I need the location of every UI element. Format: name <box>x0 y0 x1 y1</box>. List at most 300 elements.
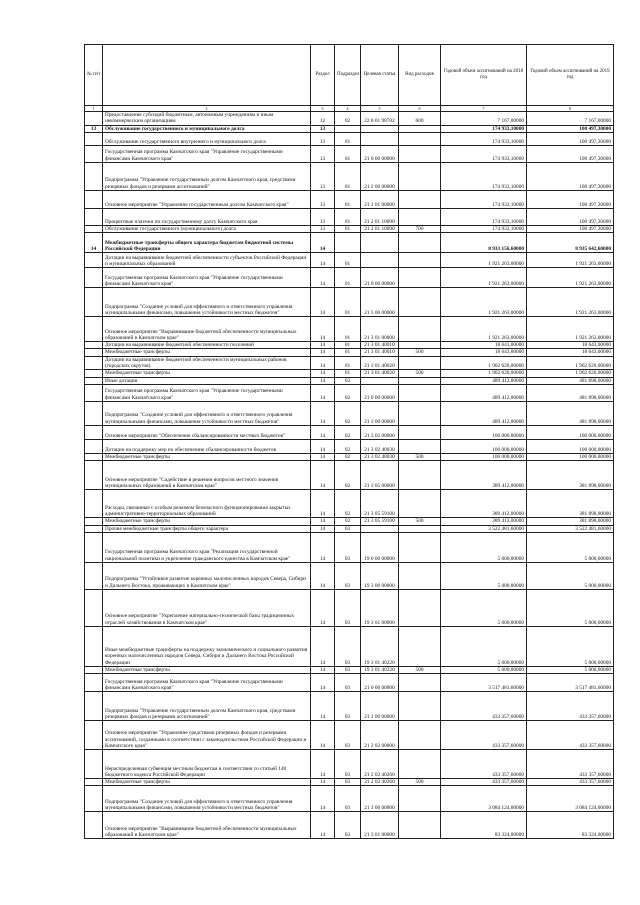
row-number <box>85 253 103 268</box>
row-target: 21 3 05 59100 <box>361 518 399 525</box>
row-number <box>85 162 103 190</box>
row-section: 13 <box>311 125 335 132</box>
row-amount-2019: 7 167,00000 <box>527 112 614 126</box>
row-name: Государственная программа Камчатского края "Реализация государственной национальной политики и укрепление гражданского единства в Камчатском крае" <box>103 532 311 562</box>
row-type <box>399 425 441 439</box>
row-number <box>85 562 103 589</box>
row-type <box>399 384 441 401</box>
row-number <box>85 692 103 721</box>
row-section: 14 <box>311 490 335 518</box>
row-amount-2018: 5 000,00000 <box>441 666 527 673</box>
row-amount-2018: 8 933 156,60000 <box>441 233 527 253</box>
header-type: Вид расходов <box>399 45 441 106</box>
table-row <box>85 721 614 750</box>
row-section: 14 <box>311 317 335 342</box>
table-row <box>85 233 614 253</box>
row-target: 21 2 02 40260 <box>361 779 399 786</box>
table-row <box>85 132 614 145</box>
row-subsection: 01 <box>335 253 361 268</box>
row-name: Межбюджетные трансферты <box>103 370 311 377</box>
table-row <box>85 356 614 370</box>
row-name: Обслуживание государственного (муниципального) долга <box>103 225 311 232</box>
row-target <box>361 132 399 145</box>
row-type <box>399 674 441 692</box>
row-target: 21 0 00 00000 <box>361 145 399 162</box>
row-name: Основное мероприятие "Выравнивание бюджетной обеспеченности муниципальных образований в Камчатском крае" <box>103 317 311 342</box>
row-amount-2019: 100 497,30000 <box>527 145 614 162</box>
row-number <box>85 317 103 342</box>
row-subsection: 03 <box>335 525 361 532</box>
row-amount-2019: 1 902 620,00000 <box>527 370 614 377</box>
row-amount-2019: 433 357,60000 <box>527 779 614 786</box>
table-row <box>85 349 614 356</box>
row-section: 14 <box>311 532 335 562</box>
col-number: 5 <box>361 106 399 112</box>
row-number <box>85 225 103 232</box>
row-amount-2019: 481 898,00000 <box>527 377 614 384</box>
row-name: Межбюджетные трансферты <box>103 453 311 460</box>
row-section: 14 <box>311 401 335 425</box>
row-amount-2019: 3 517 481,60000 <box>527 674 614 692</box>
row-amount-2019: 1 921 263,00000 <box>527 268 614 288</box>
row-subsection: 01 <box>335 190 361 208</box>
row-amount-2019: 1 902 620,00000 <box>527 356 614 370</box>
row-type <box>399 812 441 839</box>
row-subsection: 02 <box>335 453 361 460</box>
row-number <box>85 288 103 317</box>
row-type <box>399 490 441 518</box>
row-target: 22 0 01 98702 <box>361 112 399 126</box>
row-number <box>85 666 103 673</box>
row-target: 19 3 01 40220 <box>361 666 399 673</box>
row-name: Процентные платежи по государственному долгу Камчатского края <box>103 208 311 225</box>
row-section: 14 <box>311 453 335 460</box>
row-section: 13 <box>311 208 335 225</box>
row-section: 13 <box>311 190 335 208</box>
row-amount-2019: 5 000,00000 <box>527 589 614 626</box>
table-row <box>85 439 614 453</box>
row-type <box>399 233 441 253</box>
table-row <box>85 562 614 589</box>
row-amount-2018: 433 357,60000 <box>441 692 527 721</box>
row-name: Дотации на поддержку мер по обеспечению сбалансированности бюджетов <box>103 439 311 453</box>
row-name: Межбюджетные трансферты общего характера бюджетам бюджетной системы Российской Федерации <box>103 233 311 253</box>
row-amount-2018: 1 921 263,00000 <box>441 317 527 342</box>
table-row <box>85 750 614 779</box>
row-amount-2018: 1 921 263,00000 <box>441 253 527 268</box>
row-amount-2018: 174 933,10000 <box>441 190 527 208</box>
row-target <box>361 253 399 268</box>
table-header-row <box>85 45 614 106</box>
row-number <box>85 190 103 208</box>
row-number <box>85 439 103 453</box>
table-row <box>85 425 614 439</box>
row-section: 14 <box>311 384 335 401</box>
row-type <box>399 786 441 812</box>
row-amount-2018: 5 000,00000 <box>441 532 527 562</box>
table-row <box>85 626 614 666</box>
row-number <box>85 532 103 562</box>
row-type <box>399 342 441 349</box>
row-amount-2018: 83 324,00000 <box>441 812 527 839</box>
table-row <box>85 288 614 317</box>
row-name: Основное мероприятие "Обеспечение сбалансированности местных бюджетов" <box>103 425 311 439</box>
row-subsection: 02 <box>335 112 361 126</box>
row-subsection: 01 <box>335 208 361 225</box>
row-type: 500 <box>399 666 441 673</box>
table-row <box>85 779 614 786</box>
row-name: Расходы, связанные с особым режимом безопасного функционирования закрытых административно-территориальных образований <box>103 490 311 518</box>
row-type <box>399 145 441 162</box>
row-amount-2018: 1 921 263,00000 <box>441 268 527 288</box>
row-type: 500 <box>399 779 441 786</box>
row-name: Подпрограмма "Управление государственным долгом Камчатского края, средствами резервных фондов и резервами ассигнований" <box>103 692 311 721</box>
row-type <box>399 721 441 750</box>
row-type <box>399 253 441 268</box>
row-number <box>85 786 103 812</box>
row-number <box>85 145 103 162</box>
row-name: Основное мероприятие "Содействие в решении вопросов местного значения муниципальных образований в Камчатском крае" <box>103 461 311 490</box>
row-type <box>399 268 441 288</box>
row-amount-2019: 433 357,60000 <box>527 721 614 750</box>
row-amount-2018: 174 933,10000 <box>441 125 527 132</box>
row-number <box>85 589 103 626</box>
row-type: 700 <box>399 225 441 232</box>
row-target <box>361 525 399 532</box>
row-section: 14 <box>311 518 335 525</box>
row-amount-2018: 3 522 481,60000 <box>441 525 527 532</box>
row-subsection: 01 <box>335 317 361 342</box>
row-amount-2019: 100 000,00000 <box>527 453 614 460</box>
row-name: Основное мероприятие "Управление средствами резервных фондов и резервами ассигнований, созданными в соответствии с законодательством Российской Федерации и Камчатского края" <box>103 721 311 750</box>
row-amount-2019: 381 898,00000 <box>527 518 614 525</box>
row-section: 13 <box>311 132 335 145</box>
table-row <box>85 162 614 190</box>
row-name: Межбюджетные трансферты <box>103 518 311 525</box>
header-target: Целевая статья <box>361 45 399 106</box>
header-no: № п/п <box>85 45 103 106</box>
row-amount-2019: 100 497,30000 <box>527 125 614 132</box>
row-name: Дотации на выравнивание бюджетной обеспеченности поселений <box>103 342 311 349</box>
row-target: 21 2 00 00000 <box>361 692 399 721</box>
table-row <box>85 812 614 839</box>
row-number <box>85 721 103 750</box>
row-name: Обслуживание государственного и муниципального долга <box>103 125 311 132</box>
row-section: 13 <box>311 225 335 232</box>
table-body <box>85 112 614 839</box>
row-subsection: 02 <box>335 439 361 453</box>
row-section: 14 <box>311 750 335 779</box>
row-name: Государственная программа Камчатского края "Управление государственными финансами Камчатского края" <box>103 145 311 162</box>
row-amount-2018: 3 517 481,60000 <box>441 674 527 692</box>
row-target: 19 3 00 00000 <box>361 562 399 589</box>
row-number <box>85 518 103 525</box>
row-amount-2018: 5 000,00000 <box>441 562 527 589</box>
row-amount-2019: 100 000,00000 <box>527 439 614 453</box>
row-name: Основное мероприятие "Управление государственным долгом Камчатского края" <box>103 190 311 208</box>
row-number <box>85 356 103 370</box>
row-target: 21 3 01 40020 <box>361 356 399 370</box>
row-amount-2018: 174 933,10000 <box>441 145 527 162</box>
row-subsection: 03 <box>335 779 361 786</box>
table-row <box>85 253 614 268</box>
row-type <box>399 525 441 532</box>
row-type: 500 <box>399 518 441 525</box>
row-subsection: 01 <box>335 145 361 162</box>
table-row <box>85 525 614 532</box>
row-target: 21 3 05 00000 <box>361 461 399 490</box>
row-section: 14 <box>311 233 335 253</box>
row-type <box>399 288 441 317</box>
row-target <box>361 125 399 132</box>
row-amount-2019: 5 000,00000 <box>527 562 614 589</box>
row-name: Подпрограмма "Управление государственным долгом Камчатского края, средствами резервных фондов и резервами ассигнований" <box>103 162 311 190</box>
row-amount-2019: 481 898,00000 <box>527 401 614 425</box>
header-2019: Годовой объем ассигнований на 2019 год <box>527 45 614 106</box>
row-amount-2019: 8 935 642,60000 <box>527 233 614 253</box>
row-subsection: 03 <box>335 721 361 750</box>
col-number: 6 <box>399 106 441 112</box>
row-section: 14 <box>311 377 335 384</box>
row-number <box>85 342 103 349</box>
row-subsection: 01 <box>335 342 361 349</box>
row-target: 21 0 00 00000 <box>361 268 399 288</box>
row-section: 14 <box>311 439 335 453</box>
row-section: 13 <box>311 145 335 162</box>
table-row <box>85 268 614 288</box>
header-name <box>103 45 311 106</box>
col-number: 4 <box>335 106 361 112</box>
row-type <box>399 125 441 132</box>
table-row <box>85 125 614 132</box>
row-type <box>399 401 441 425</box>
row-amount-2019: 83 324,00000 <box>527 812 614 839</box>
table-row <box>85 384 614 401</box>
row-target: 21 3 05 59100 <box>361 490 399 518</box>
row-type <box>399 532 441 562</box>
row-number <box>85 370 103 377</box>
row-amount-2018: 174 933,10000 <box>441 162 527 190</box>
row-amount-2018: 489 412,00000 <box>441 377 527 384</box>
row-subsection: 02 <box>335 425 361 439</box>
row-section: 14 <box>311 356 335 370</box>
row-amount-2019: 381 898,00000 <box>527 461 614 490</box>
row-name: Основное мероприятие "Выравнивание бюджетной обеспеченности муниципальных образований в Камчатском крае" <box>103 812 311 839</box>
row-amount-2019: 433 357,60000 <box>527 692 614 721</box>
row-subsection: 02 <box>335 518 361 525</box>
row-subsection: 03 <box>335 532 361 562</box>
row-amount-2019: 1 921 263,00000 <box>527 317 614 342</box>
row-amount-2018: 3 084 124,00000 <box>441 786 527 812</box>
col-number: 2 <box>103 106 311 112</box>
row-amount-2019: 1 921 263,00000 <box>527 253 614 268</box>
budget-table <box>84 44 614 839</box>
row-number <box>85 384 103 401</box>
row-type <box>399 439 441 453</box>
row-section: 14 <box>311 288 335 317</box>
row-section: 12 <box>311 112 335 126</box>
row-amount-2018: 389 412,00000 <box>441 461 527 490</box>
row-target: 21 2 01 10090 <box>361 225 399 232</box>
row-target: 21 3 01 00000 <box>361 317 399 342</box>
row-amount-2019: 1 921 263,00000 <box>527 288 614 317</box>
row-target <box>361 377 399 384</box>
row-number <box>85 112 103 126</box>
row-type <box>399 589 441 626</box>
row-amount-2018: 174 933,10000 <box>441 208 527 225</box>
row-type <box>399 377 441 384</box>
row-section: 14 <box>311 779 335 786</box>
row-number <box>85 525 103 532</box>
row-section: 14 <box>311 268 335 288</box>
row-type <box>399 562 441 589</box>
row-amount-2019: 100 497,30000 <box>527 162 614 190</box>
table-row <box>85 377 614 384</box>
row-section: 14 <box>311 674 335 692</box>
row-subsection: 01 <box>335 268 361 288</box>
row-number <box>85 377 103 384</box>
row-subsection: 03 <box>335 750 361 779</box>
row-target <box>361 233 399 253</box>
table-row <box>85 317 614 342</box>
row-amount-2018: 174 933,10000 <box>441 225 527 232</box>
row-number <box>85 812 103 839</box>
row-target: 21 3 01 40010 <box>361 342 399 349</box>
col-number: 3 <box>311 106 335 112</box>
row-number: 14 <box>85 233 103 253</box>
row-number <box>85 490 103 518</box>
header-section: Раздел <box>311 45 335 106</box>
row-type <box>399 132 441 145</box>
row-name: Дотации на выравнивание бюджетной обеспеченности субъектов Российской Федерации и муниципальных образований <box>103 253 311 268</box>
row-name: Основное мероприятие "Укрепление материально-технической базы традиционных отраслей хозяйствования в Камчатском крае" <box>103 589 311 626</box>
row-section: 14 <box>311 626 335 666</box>
row-section: 14 <box>311 721 335 750</box>
row-type <box>399 461 441 490</box>
row-name: Подпрограмма "Создание условий для эффективного и ответственного управления муниципальными финансами, повышения устойчивости местных бюджетов" <box>103 288 311 317</box>
row-amount-2018: 18 643,00000 <box>441 349 527 356</box>
table-row <box>85 461 614 490</box>
row-target: 21 2 01 00000 <box>361 190 399 208</box>
header-2018: Годовой объем ассигнований на 2018 год <box>441 45 527 106</box>
row-number <box>85 626 103 666</box>
row-number <box>85 461 103 490</box>
row-target: 19 3 01 40220 <box>361 626 399 666</box>
row-section: 14 <box>311 253 335 268</box>
row-subsection: 01 <box>335 132 361 145</box>
row-target: 21 2 01 10090 <box>361 208 399 225</box>
row-subsection: 03 <box>335 786 361 812</box>
row-subsection: 02 <box>335 401 361 425</box>
table-row <box>85 518 614 525</box>
row-name: Иные дотации <box>103 377 311 384</box>
table-row <box>85 692 614 721</box>
row-type <box>399 692 441 721</box>
row-target: 21 3 01 00000 <box>361 812 399 839</box>
row-section: 14 <box>311 370 335 377</box>
row-section: 14 <box>311 425 335 439</box>
row-amount-2018: 489 412,00000 <box>441 384 527 401</box>
col-number: 1 <box>85 106 103 112</box>
row-number <box>85 750 103 779</box>
row-section: 14 <box>311 589 335 626</box>
row-section: 14 <box>311 786 335 812</box>
row-amount-2019: 3 084 124,00000 <box>527 786 614 812</box>
row-amount-2019: 18 643,00000 <box>527 349 614 356</box>
row-subsection: 01 <box>335 288 361 317</box>
row-type <box>399 162 441 190</box>
row-section: 14 <box>311 812 335 839</box>
row-type <box>399 750 441 779</box>
row-target: 21 0 00 00000 <box>361 384 399 401</box>
row-type <box>399 190 441 208</box>
table-row <box>85 786 614 812</box>
row-number <box>85 425 103 439</box>
row-subsection: 01 <box>335 370 361 377</box>
row-target: 21 3 01 40020 <box>361 370 399 377</box>
row-name: Межбюджетные трансферты <box>103 349 311 356</box>
row-amount-2018: 433 357,60000 <box>441 721 527 750</box>
row-name: Государственная программа Камчатского края "Управление государственными финансами Камчатского края" <box>103 268 311 288</box>
row-name: Обслуживание государственного внутреннего и муниципального долга <box>103 132 311 145</box>
row-target: 21 2 00 00000 <box>361 162 399 190</box>
col-number: 8 <box>527 106 614 112</box>
row-amount-2019: 18 643,00000 <box>527 342 614 349</box>
row-name: Подпрограмма "Устойчивое развитие коренных малочисленных народов Севера, Сибири и Дальнего Востока, проживающих в Камчатском крае" <box>103 562 311 589</box>
row-amount-2018: 389 412,00000 <box>441 490 527 518</box>
row-subsection: 02 <box>335 377 361 384</box>
row-amount-2018: 1 902 620,00000 <box>441 356 527 370</box>
row-target: 19 3 01 00000 <box>361 589 399 626</box>
table-row <box>85 589 614 626</box>
header-subsection: Подраздел <box>335 45 361 106</box>
row-amount-2019: 100 497,30000 <box>527 225 614 232</box>
row-amount-2019: 5 000,00000 <box>527 666 614 673</box>
row-subsection: 02 <box>335 490 361 518</box>
row-name: Межбюджетные трансферты <box>103 779 311 786</box>
row-section: 13 <box>311 162 335 190</box>
row-number <box>85 674 103 692</box>
table-row <box>85 490 614 518</box>
row-amount-2018: 433 357,60000 <box>441 779 527 786</box>
table-row <box>85 190 614 208</box>
row-type <box>399 317 441 342</box>
row-number <box>85 779 103 786</box>
row-section: 14 <box>311 461 335 490</box>
table-row <box>85 208 614 225</box>
table-row <box>85 674 614 692</box>
row-amount-2018: 100 000,00000 <box>441 453 527 460</box>
row-type <box>399 356 441 370</box>
table-row <box>85 401 614 425</box>
row-subsection: 01 <box>335 356 361 370</box>
row-amount-2018: 18 643,00000 <box>441 342 527 349</box>
col-number: 7 <box>441 106 527 112</box>
table-row <box>85 532 614 562</box>
table-row <box>85 225 614 232</box>
row-amount-2018: 389 412,00000 <box>441 518 527 525</box>
row-name: Предоставление субсидий бюджетным, автономным учреждениям и иным некоммерческим организациям <box>103 112 311 126</box>
row-section: 14 <box>311 666 335 673</box>
row-name: Государственная программа Камчатского края "Управление государственными финансами Камчатского края" <box>103 674 311 692</box>
row-type <box>399 208 441 225</box>
row-number <box>85 268 103 288</box>
row-name: Нераспределенная субвенция местным бюджетам в соответствии со статьей 140 Бюджетного кодекса Российской Федерации <box>103 750 311 779</box>
row-type: 500 <box>399 453 441 460</box>
row-target: 21 3 02 40030 <box>361 439 399 453</box>
row-subsection: 02 <box>335 461 361 490</box>
row-name: Дотации на выравнивание бюджетной обеспеченности муниципальных районов (городских округов) <box>103 356 311 370</box>
